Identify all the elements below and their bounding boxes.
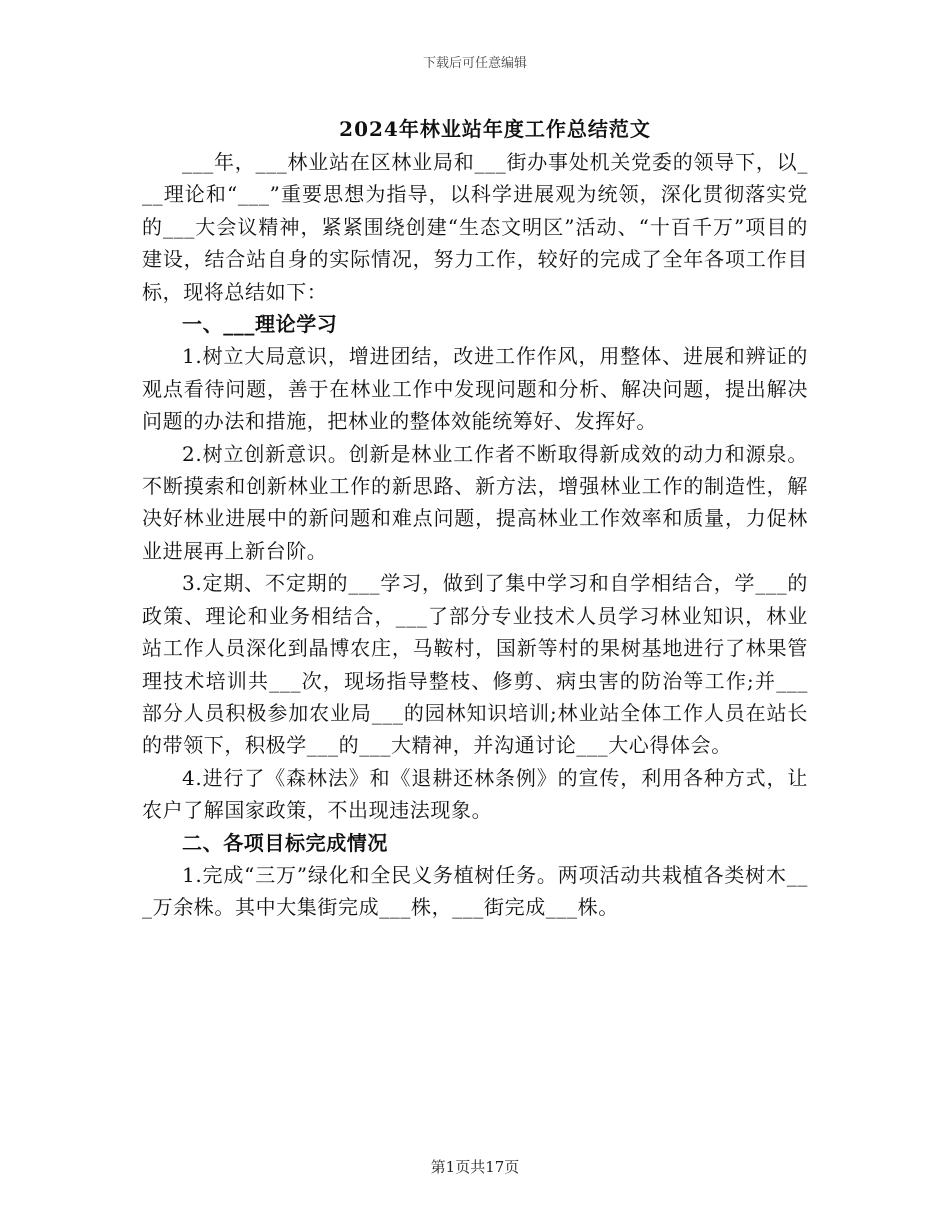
page-number: 第1页共17页 [430,1158,520,1176]
header-note: 下载后可任意编辑 [422,56,527,71]
paragraph-section2-item-1: 1.完成“三万”绿化和全民义务植树任务。两项活动共栽植各类树木___万余株。其中大集街完成___株，___街完成___株。 [142,862,808,920]
section-heading-2: 二、各项目标完成情况 [182,830,388,855]
paragraph-intro: ___年，___林业站在区林业局和___街办事处机关党委的领导下，以___理论和“___”重要思想为指导，以科学进展观为统领，深化贯彻落实党的___大会议精神，紧紧围绕创建“生态文明区”活动、“十百千万”项目的建设，结合站自身的实际情况，努力工作，较好的完成了全年各项工作目标，现将总结如下： [142,150,808,304]
paragraph-item-4: 4.进行了《森林法》和《退耕还林条例》的宣传，利用各种方式，让农户了解国家政策，不出现违法现象。 [142,765,808,823]
paragraph-item-3: 3.定期、不定期的___学习，做到了集中学习和自学相结合，学___的政策、理论和业务相结合，___了部分专业技术人员学习林业知识，林业站工作人员深化到晶博农庄，马鞍村，国新等村的果树基地进行了林果管理技术培训共___次，现场指导整枝、修剪、病虫害的防治等工作;并___部分人员积极参加农业局___的园林知识培训;林业站全体工作人员在站长的带领下，积极学___的___大精神，并沟通讨论___大心得体会。 [142,571,808,758]
document-body [142,146,808,924]
section-heading-1: 一、___理论学习 [182,312,338,337]
paragraph-item-2: 2.树立创新意识。创新是林业工作者不断取得新成效的动力和源泉。不断摸索和创新林业工作的新思路、新方法，增强林业工作的制造性，解决好林业进展中的新问题和难点问题，提高林业工作效率和质量，力促林业进展再上新台阶。 [142,441,808,563]
paragraph-item-1: 1.树立大局意识，增进团结，改进工作作风，用整体、进展和辨证的观点看待问题，善于在林业工作中发现问题和分析、解决问题，提出解决问题的办法和措施，把林业的整体效能统筹好、发挥好。 [142,344,808,434]
document-title: 2024年林业站年度工作总结范文 [339,117,651,141]
